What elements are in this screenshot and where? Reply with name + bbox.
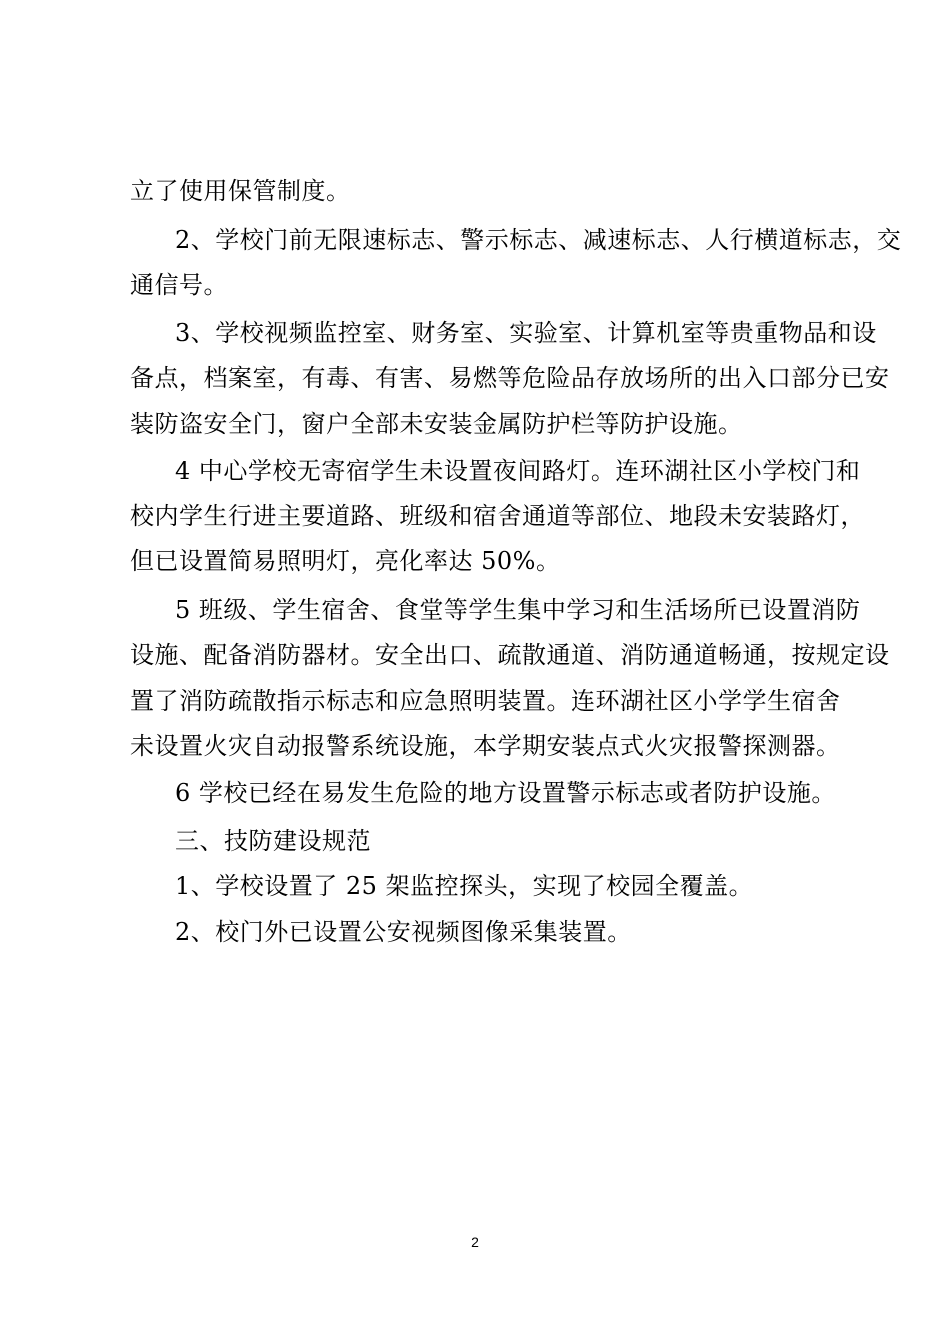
paragraph-line: 但已设置简易照明灯，亮化率达 50%。: [130, 547, 561, 575]
paragraph-line: 设施、配备消防器材。安全出口、疏散通道、消防通道畅通，按规定设: [130, 641, 890, 669]
paragraph-line: 置了消防疏散指示标志和应急照明装置。连环湖社区小学学生宿舍: [130, 687, 841, 715]
paragraph-line: 2、学校门前无限速标志、警示标志、减速标志、人行横道标志，交: [175, 226, 902, 254]
paragraph-line: 5 班级、学生宿舍、食堂等学生集中学习和生活场所已设置消防: [175, 596, 861, 624]
section-heading: 三、技防建设规范: [175, 827, 371, 855]
paragraph-line: 立了使用保管制度。: [130, 177, 351, 205]
paragraph-line: 1、学校设置了 25 架监控探头，实现了校园全覆盖。: [175, 872, 754, 900]
paragraph-line: 6 学校已经在易发生危险的地方设置警示标志或者防护设施。: [175, 779, 836, 807]
page-number: 2: [471, 1234, 479, 1250]
paragraph-line: 装防盗安全门，窗户全部未安装金属防护栏等防护设施。: [130, 410, 743, 438]
paragraph-line: 未设置火灾自动报警系统设施，本学期安装点式火灾报警探测器。: [130, 732, 841, 760]
paragraph-line: 3、学校视频监控室、财务室、实验室、计算机室等贵重物品和设: [175, 319, 877, 347]
paragraph-line: 2、校门外已设置公安视频图像采集装置。: [175, 918, 632, 946]
paragraph-line: 校内学生行进主要道路、班级和宿舍通道等部位、地段未安装路灯，: [130, 502, 865, 530]
paragraph-line: 备点，档案室，有毒、有害、易燃等危险品存放场所的出入口部分已安: [130, 364, 890, 392]
paragraph-line: 通信号。: [130, 271, 228, 299]
paragraph-line: 4 中心学校无寄宿学生未设置夜间路灯。连环湖社区小学校门和: [175, 457, 861, 485]
